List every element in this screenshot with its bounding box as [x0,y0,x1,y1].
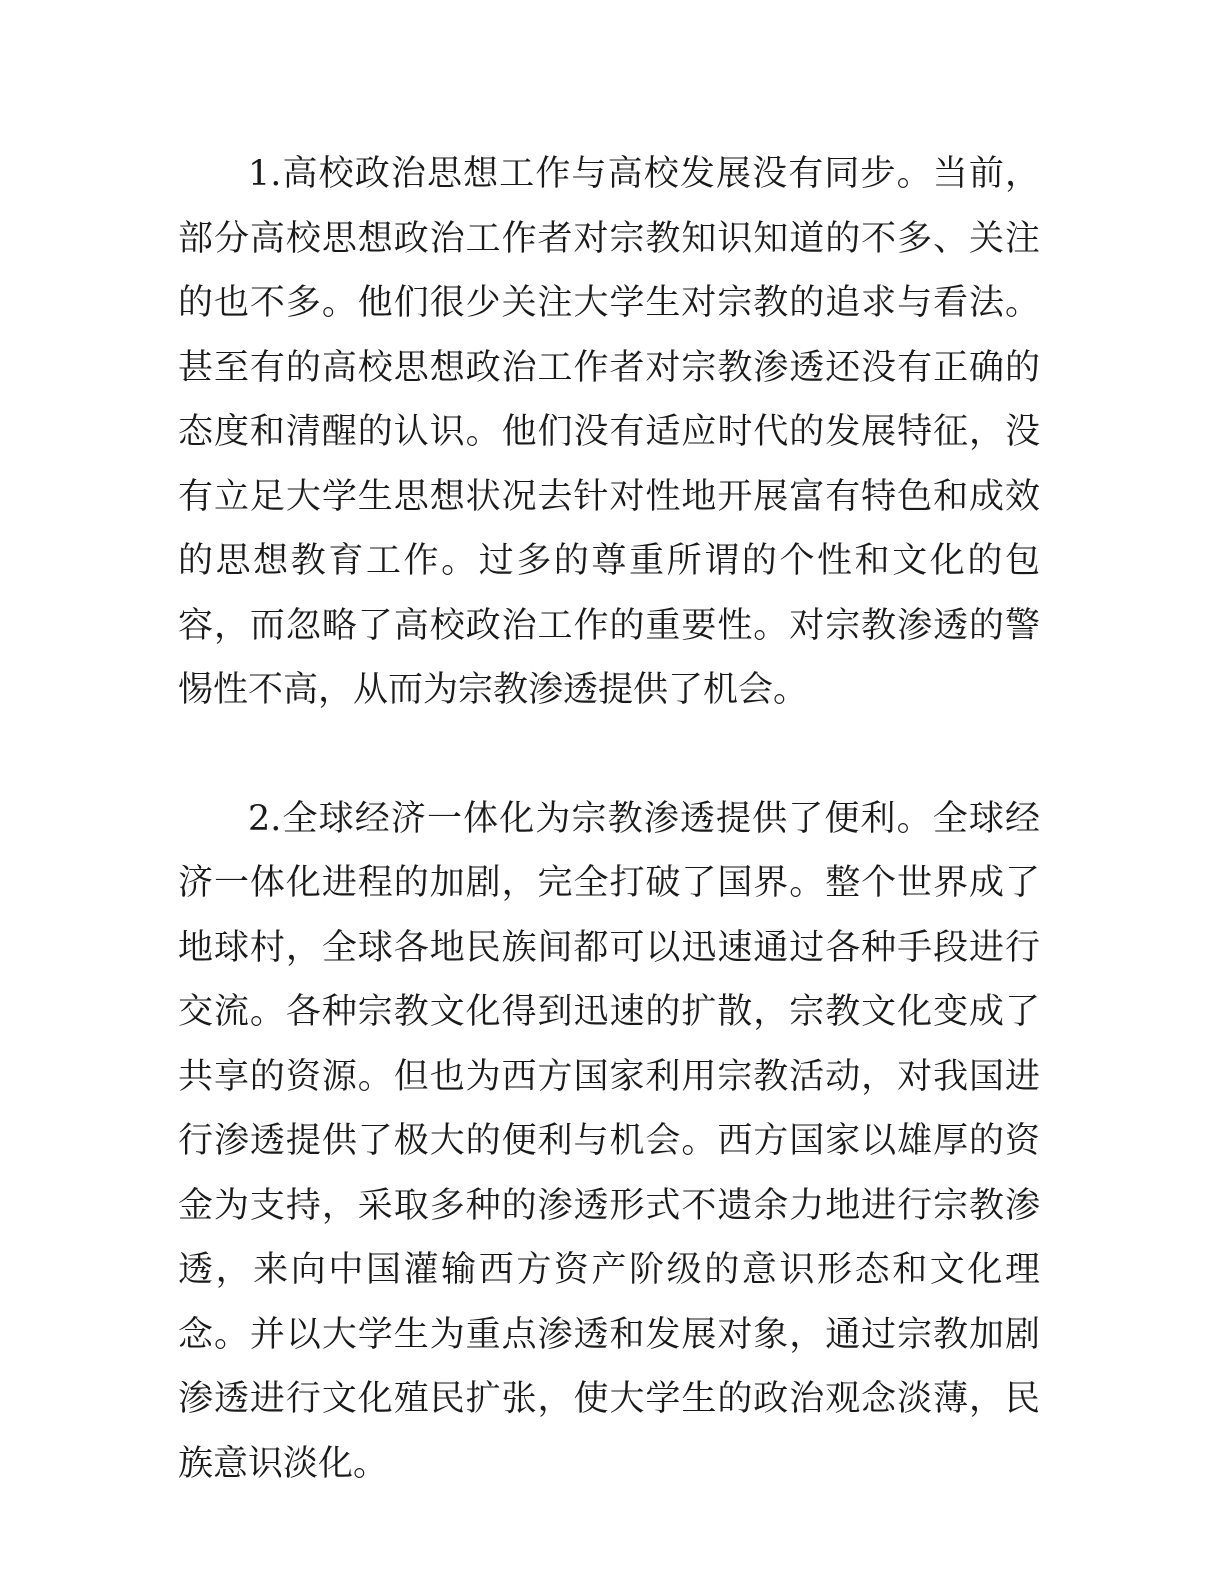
document-body [178,142,1040,1496]
paragraph-1: 1.高校政治思想工作与高校发展没有同步。当前，部分高校思想政治工作者对宗教知识知道的不多、关注的也不多。他们很少关注大学生对宗教的追求与看法。甚至有的高校思想政治工作者对宗教渗透还没有正确的态度和清醒的认识。他们没有适应时代的发展特征，没有立足大学生思想状况去针对性地开展富有特色和成效的思想教育工作。过多的尊重所谓的个性和文化的包容，而忽略了高校政治工作的重要性。对宗教渗透的警惕性不高，从而为宗教渗透提供了机会。 [178,154,1040,710]
paragraph-2: 2.全球经济一体化为宗教渗透提供了便利。全球经济一体化进程的加剧，完全打破了国界。整个世界成了地球村，全球各地民族间都可以迅速通过各种手段进行交流。各种宗教文化得到迅速的扩散，宗教文化变成了共享的资源。但也为西方国家利用宗教活动，对我国进行渗透提供了极大的便利与机会。西方国家以雄厚的资金为支持，采取多种的渗透形式不遗余力地进行宗教渗透，来向中国灌输西方资产阶级的意识形态和文化理念。并以大学生为重点渗透和发展对象，通过宗教加剧渗透进行文化殖民扩张，使大学生的政治观念淡薄，民族意识淡化。 [178,798,1040,1484]
